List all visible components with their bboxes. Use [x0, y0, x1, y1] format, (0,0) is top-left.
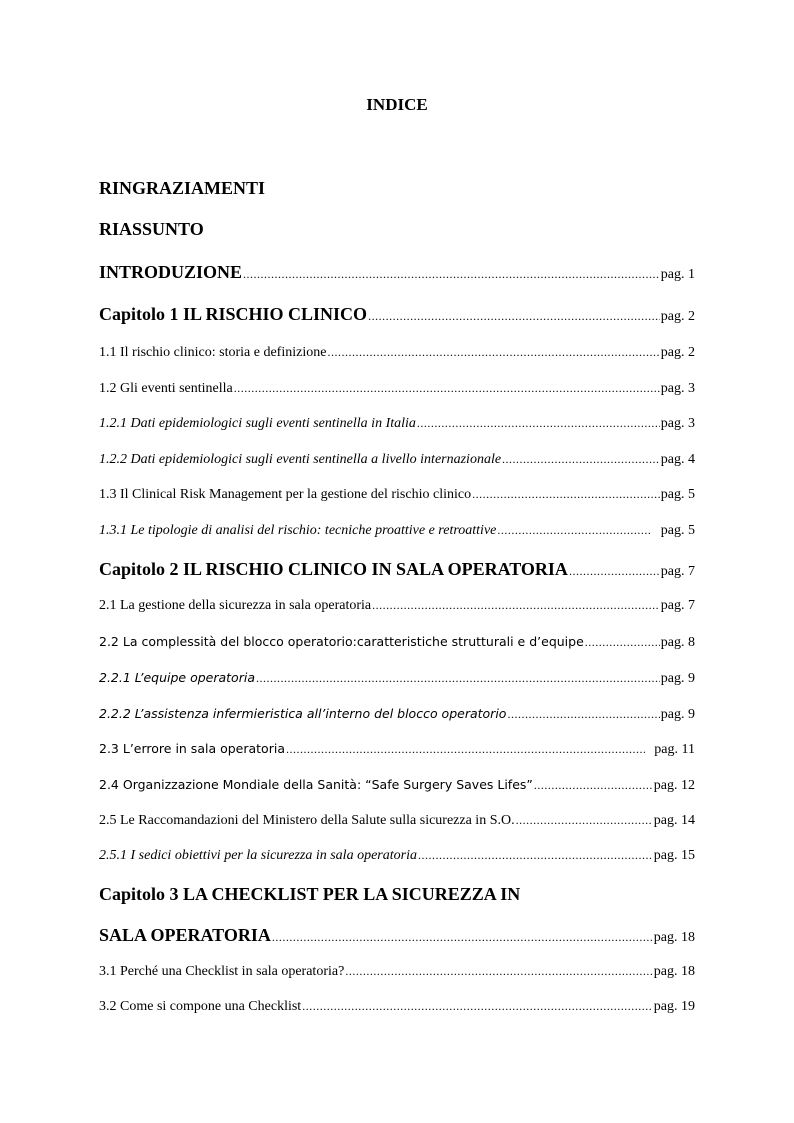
toc-entry[interactable] [99, 345, 695, 361]
toc-leader [234, 381, 660, 396]
toc-entry-page: pag. 7 [660, 564, 695, 579]
toc-entry-page: pag. 14 [653, 813, 695, 828]
toc-entry-page: pag. 7 [660, 598, 695, 613]
toc-entry-title: 2.4 Organizzazione Mondiale della Sanità: “Safe Surgery Saves Lifes” [99, 777, 533, 792]
toc-entry[interactable] [99, 304, 695, 325]
toc-entry-page: pag. 18 [653, 964, 695, 979]
toc-entry-title: 2.3 L’errore in sala operatoria [99, 741, 285, 756]
toc-entry-title: 2.2.2 L’assistenza infermieristica all’interno del blocco operatorio [99, 706, 507, 721]
toc-entry[interactable] [99, 670, 695, 687]
toc-entry-page: pag. 5 [660, 487, 695, 502]
toc-leader [272, 930, 653, 945]
toc-entry-title: Capitolo 1 IL RISCHIO CLINICO [99, 304, 368, 324]
toc-leader [345, 964, 652, 979]
toc-entry[interactable] [99, 813, 695, 829]
toc-leader [286, 742, 645, 757]
toc-entry-title: 1.3.1 Le tipologie di analisi del rischio: tecniche proattive e retroattive [99, 523, 497, 538]
toc-entry-page: pag. 2 [660, 345, 695, 360]
toc-leader [302, 999, 653, 1014]
toc-leader [497, 523, 651, 538]
toc-chapter-heading: Capitolo 3 LA CHECKLIST PER LA SICUREZZA IN [99, 884, 521, 904]
toc-leader [327, 345, 659, 360]
toc-entry[interactable] [99, 262, 695, 283]
toc-entry[interactable] [99, 381, 695, 397]
toc-entry-title: Capitolo 2 IL RISCHIO CLINICO IN SALA OPERATORIA [99, 559, 568, 579]
toc-leader [534, 778, 653, 793]
toc-entry[interactable] [99, 416, 695, 432]
toc-entry-title: 2.5.1 I sedici obiettivi per la sicurezza in sala operatoria [99, 848, 417, 863]
toc-leader [372, 598, 660, 613]
toc-entry[interactable] [99, 523, 695, 539]
toc-leader [256, 671, 660, 686]
toc-entry-page: pag. 4 [660, 452, 695, 467]
toc-leader [418, 848, 653, 863]
toc-entry[interactable] [99, 559, 695, 580]
toc-entry[interactable] [99, 848, 695, 864]
toc-entry-title: 1.2.2 Dati epidemiologici sugli eventi sentinella a livello internazionale [99, 452, 502, 467]
toc-leader [516, 813, 653, 828]
index-title: INDICE [366, 95, 428, 114]
toc-leader [368, 309, 660, 324]
toc-entry-page: pag. 15 [653, 848, 695, 863]
toc-entry[interactable] [99, 706, 695, 723]
toc-entry-page: pag. 1 [660, 267, 695, 282]
toc-entry[interactable] [99, 741, 695, 758]
heading-ringraziamenti: RINGRAZIAMENTI [99, 178, 266, 198]
toc-entry-page: pag. 9 [660, 707, 695, 722]
toc-entry-title: 2.1 La gestione della sicurezza in sala operatoria [99, 598, 372, 613]
toc-leader [243, 267, 660, 282]
toc-entry-page: pag. 12 [653, 778, 695, 793]
toc-entry-title: 3.1 Perché una Checklist in sala operatoria? [99, 964, 345, 979]
heading-riassunto: RIASSUNTO [99, 219, 204, 239]
toc-entry-page: pag. 3 [660, 416, 695, 431]
toc-entry[interactable] [99, 452, 695, 468]
toc-leader [507, 707, 659, 722]
toc-entry-page: pag. 9 [660, 671, 695, 686]
toc-entry-page: pag. 19 [653, 999, 695, 1014]
toc-entry-title: 1.2 Gli eventi sentinella [99, 381, 233, 396]
toc-entry[interactable] [99, 487, 695, 503]
toc-entry[interactable] [99, 999, 695, 1015]
toc-leader [472, 487, 660, 502]
toc-leader [569, 564, 660, 579]
toc-entry-title: SALA OPERATORIA [99, 925, 271, 945]
toc-entry-page: pag. 18 [653, 930, 695, 945]
toc-entry-title: 2.2.1 L’equipe operatoria [99, 670, 255, 685]
toc-leader [502, 452, 660, 467]
toc-entry-page: pag. 11 [654, 742, 695, 757]
toc-entry[interactable] [99, 598, 695, 614]
toc-entry[interactable] [99, 964, 695, 980]
toc-entry-title: 1.3 Il Clinical Risk Management per la gestione del rischio clinico [99, 487, 472, 502]
toc-entry-page: pag. 3 [660, 381, 695, 396]
toc-leader [417, 416, 660, 431]
toc-entry-title: 1.2.1 Dati epidemiologici sugli eventi sentinella in Italia [99, 416, 416, 431]
toc-entry[interactable] [99, 777, 695, 794]
toc-entry-title: 3.2 Come si compone una Checklist [99, 999, 302, 1014]
toc-leader [585, 635, 660, 650]
toc-entry-title: INTRODUZIONE [99, 262, 243, 282]
toc-entry-page: pag. 5 [660, 523, 695, 538]
toc-entry-title: 2.2 La complessità del blocco operatorio:caratteristiche strutturali e d’equipe [99, 634, 584, 649]
toc-entry[interactable] [99, 925, 695, 946]
toc-entry-title: 2.5 Le Raccomandazioni del Ministero della Salute sulla sicurezza in S.O. [99, 813, 515, 828]
toc-entry-title: 1.1 Il rischio clinico: storia e definizione [99, 345, 327, 360]
toc-entry-page: pag. 8 [660, 635, 695, 650]
toc-entry-page: pag. 2 [660, 309, 695, 324]
toc-entry[interactable] [99, 634, 695, 651]
